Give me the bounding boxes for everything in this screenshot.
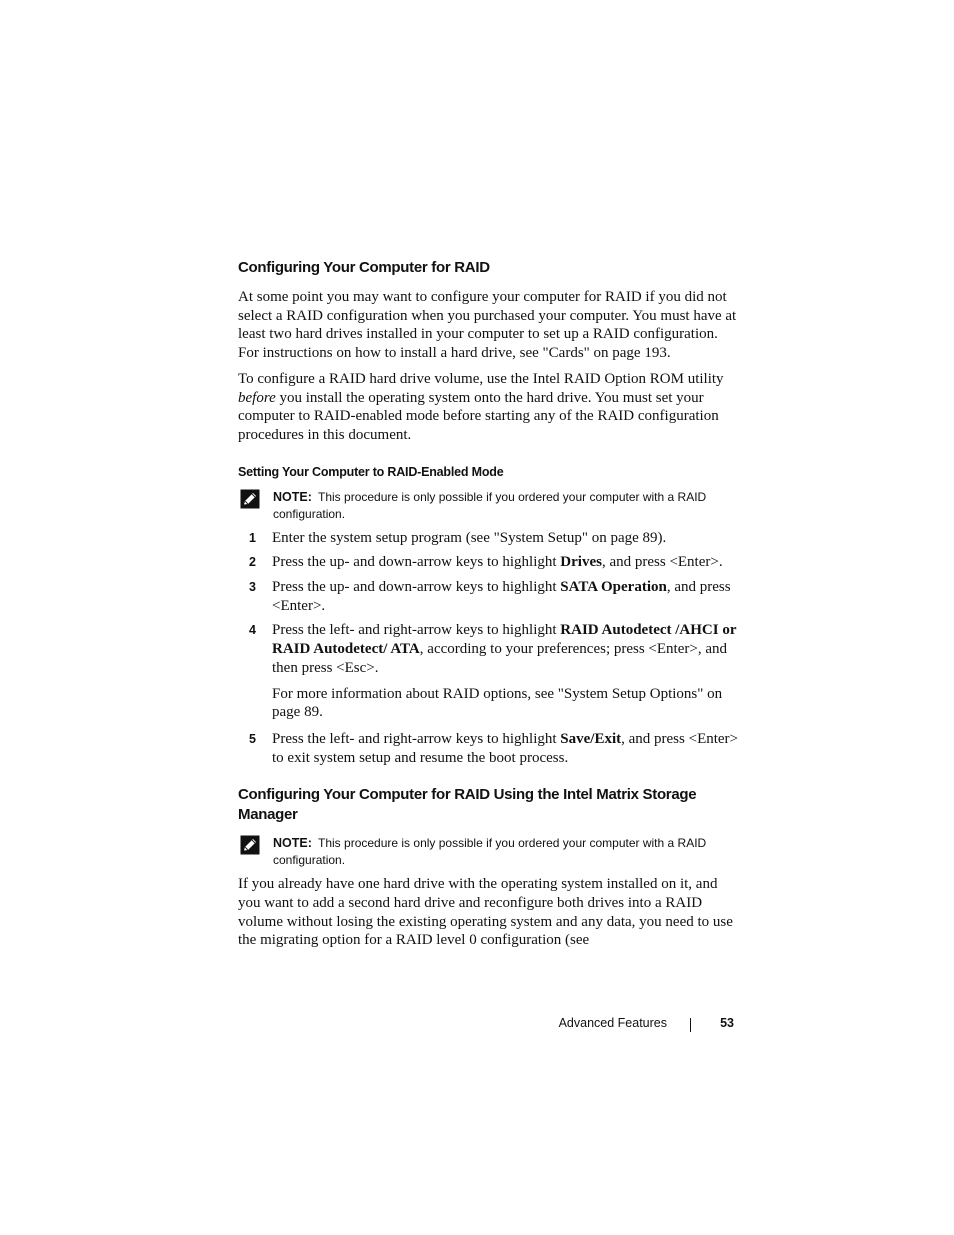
para2-emphasis: before	[238, 389, 276, 406]
footer-page-number: 53	[720, 1016, 734, 1030]
list-item	[238, 730, 738, 767]
subsection-heading-raid-mode: Setting Your Computer to RAID-Enabled Mode	[238, 464, 504, 479]
note-text: This procedure is only possible if you ordered your computer with a RAID configuration.	[273, 489, 707, 521]
note-block	[238, 835, 738, 869]
paragraph-option-rom	[238, 370, 738, 445]
step-number: 2	[249, 555, 256, 570]
step-text-post: , and press <Enter>.	[272, 579, 731, 614]
step-number: 3	[249, 580, 256, 595]
footer-divider	[690, 1018, 691, 1032]
para2-end: you install the operating system onto the hard drive. You must set your computer to RAID-enabled mode before starting any of the RAID configuration procedures in this document.	[238, 389, 719, 443]
step-text-pre: Press the up- and down-arrow keys to highlight	[272, 579, 561, 596]
step-bold-term: Save/Exit	[560, 730, 622, 747]
step-text-post: , and press <Enter>.	[601, 554, 723, 571]
paragraph-migration: If you already have one hard drive with the operating system installed on it, and you want to add a second hard drive and reconfigure both drives into a RAID volume without losing the existing operating system and any data, you need to use the migrating option for a RAID level 0 configuration (see	[238, 876, 733, 949]
step-number: 1	[249, 530, 256, 545]
paragraph-intro: At some point you may want to configure your computer for RAID if you did not select a RAID configuration when you purchased your computer. You must have at least two hard drives installed in your computer to set up a RAID configuration. For instructions on how to install a hard drive, see "Cards" on page 193.	[238, 289, 737, 362]
list-item	[238, 553, 738, 572]
section-heading-raid: Configuring Your Computer for RAID	[238, 259, 490, 276]
note-label: NOTE:	[273, 836, 312, 851]
step-number: 5	[249, 731, 256, 746]
step-bold-term: Drives	[560, 554, 602, 571]
step-text-post: , according to your preferences; press <Enter>, and then press <Esc>.	[272, 641, 727, 676]
pencil-note-icon	[240, 835, 260, 855]
step-bold-term: RAID Autodetect /AHCI or RAID Autodetect/ ATA	[272, 622, 737, 658]
steps-list	[238, 529, 738, 768]
list-item	[238, 529, 738, 548]
list-item	[238, 621, 738, 722]
note-block	[238, 489, 738, 523]
step-text-pre: Press the up- and down-arrow keys to highlight	[272, 554, 561, 571]
step-text-pre: Press the left- and right-arrow keys to highlight	[272, 730, 561, 747]
step-text-pre: Press the left- and right-arrow keys to highlight	[272, 622, 561, 639]
page-footer	[238, 1014, 734, 1034]
footer-section-title: Advanced Features	[558, 1016, 667, 1030]
step-number: 4	[249, 623, 256, 638]
section-heading-matrix-storage: Configuring Your Computer for RAID Using the Intel Matrix Storage Manager	[238, 786, 697, 824]
para2-start: To configure a RAID hard drive volume, use the Intel RAID Option ROM utility	[238, 370, 724, 387]
note-label: NOTE:	[273, 489, 312, 504]
note-text: This procedure is only possible if you ordered your computer with a RAID configuration.	[273, 836, 707, 868]
list-item	[238, 578, 738, 615]
step-text: Enter the system setup program (see "System Setup" on page 89).	[272, 529, 667, 546]
step-text-post: , and press <Enter> to exit system setup and resume the boot process.	[272, 730, 739, 766]
pencil-note-icon	[240, 489, 260, 509]
step-subparagraph: For more information about RAID options, see "System Setup Options" on page 89.	[272, 685, 723, 721]
page-content	[238, 258, 738, 957]
step-bold-term: SATA Operation	[560, 579, 667, 596]
